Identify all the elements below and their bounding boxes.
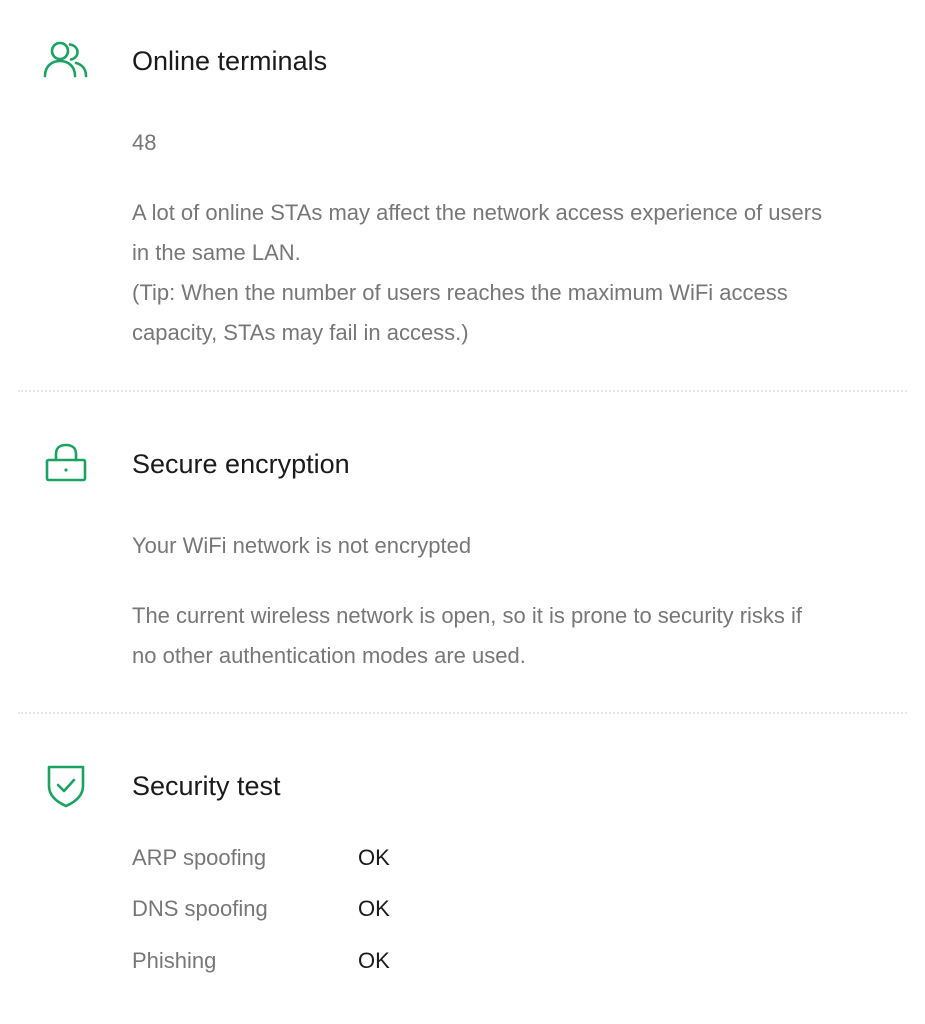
description-line: in the same LAN.: [132, 240, 301, 265]
test-status: OK: [358, 948, 390, 973]
description-line: The current wireless network is open, so it is prone to security risks if: [132, 603, 803, 628]
security-test-title: Security test: [132, 771, 281, 801]
description-line: capacity, STAs may fail in access.): [132, 320, 469, 345]
test-label: ARP spoofing: [132, 845, 267, 870]
security-test-row-dns: [132, 891, 532, 927]
test-status: OK: [358, 845, 390, 870]
online-terminals-count: 48: [132, 130, 157, 155]
security-test-row-phishing: [132, 943, 532, 979]
description-line: A lot of online STAs may affect the network access experience of users: [132, 200, 823, 225]
security-test-row-arp: [132, 840, 532, 876]
test-status: OK: [358, 896, 390, 921]
secure-encryption-title: Secure encryption: [132, 449, 350, 479]
online-terminals-title: Online terminals: [132, 46, 328, 76]
test-label: Phishing: [132, 948, 217, 973]
test-label: DNS spoofing: [132, 896, 268, 921]
encryption-status-text: Your WiFi network is not encrypted: [132, 533, 472, 558]
description-line: (Tip: When the number of users reaches the maximum WiFi access: [132, 280, 788, 305]
shield-check-icon: [40, 760, 92, 812]
description-line: no other authentication modes are used.: [132, 643, 526, 668]
